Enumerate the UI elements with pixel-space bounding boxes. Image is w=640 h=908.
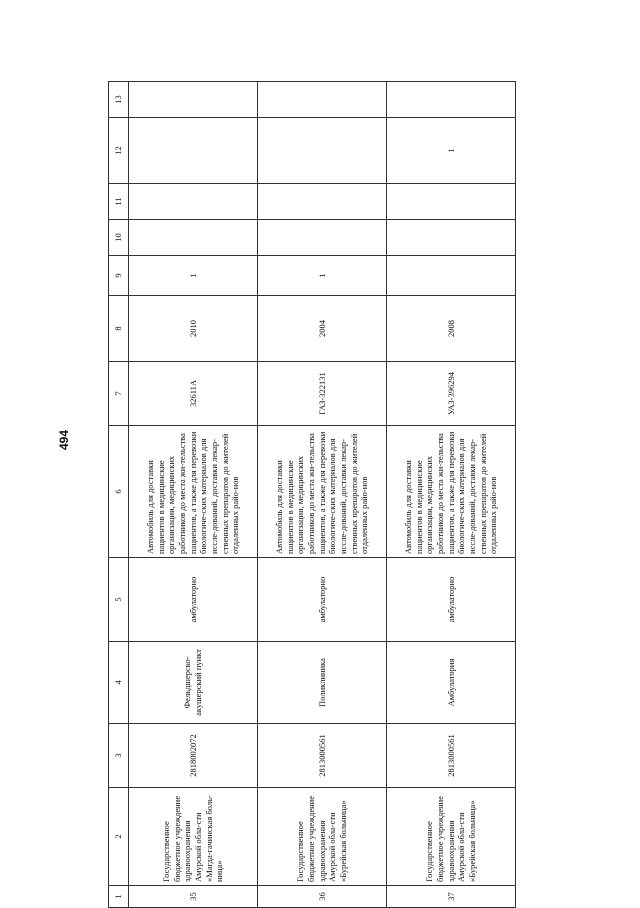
rotated-table-container xyxy=(108,82,615,908)
vehicle-model: ГАЗ-322131 xyxy=(258,362,387,426)
care-mode: амбулаторно xyxy=(258,558,387,642)
column-number: 6 xyxy=(109,426,129,558)
column-number: 7 xyxy=(109,362,129,426)
cell-col-10 xyxy=(129,220,258,256)
column-number: 11 xyxy=(109,184,129,220)
row-number: 37 xyxy=(387,886,516,908)
unit-type: Поликлиника xyxy=(258,642,387,724)
column-number: 5 xyxy=(109,558,129,642)
cell-col-13 xyxy=(258,82,387,118)
page-number: 494 xyxy=(57,429,71,451)
column-number: 13 xyxy=(109,82,129,118)
organization-name: Государственное бюджетное учреждение здравоохранения Амурской обла-сти «Бурейская больница» xyxy=(258,788,387,886)
cell-col-10 xyxy=(258,220,387,256)
cell-col-9: 1 xyxy=(129,256,258,296)
cell-col-10 xyxy=(387,220,516,256)
vehicle-table xyxy=(108,81,516,908)
column-number-row xyxy=(109,82,129,908)
vehicle-purpose: Автомобиль для доставки пациентов в медицинские организации, медицинских работников до места жи-тельства пациентов, а также для перевозки биологиче-ских материалов для иссле-дований, доставки лекар-ственных препаратов до жителей отдаленных райо-нов xyxy=(258,426,387,558)
cell-col-12: 1 xyxy=(387,118,516,184)
organization-name: Государственное бюджетное учреждение здравоохранения Амурской обла-сти «Бурейская больница» xyxy=(387,788,516,886)
column-number: 4 xyxy=(109,642,129,724)
vehicle-purpose: Автомобиль для доставки пациентов в медицинские организации, медицинских работников до места жи-тельства пациентов, а также для перевозки биологиче-ских материалов для иссле-дований, доставки лекар-ственных препаратов до жителей отдаленных райо-нов xyxy=(387,426,516,558)
organization-code: 2813000561 xyxy=(387,724,516,788)
column-number: 2 xyxy=(109,788,129,886)
column-number: 1 xyxy=(109,886,129,908)
row-number: 36 xyxy=(258,886,387,908)
cell-col-11 xyxy=(258,184,387,220)
column-number: 8 xyxy=(109,296,129,362)
table-row xyxy=(387,82,516,908)
column-number: 3 xyxy=(109,724,129,788)
organization-code: 2818002072 xyxy=(129,724,258,788)
cell-col-13 xyxy=(129,82,258,118)
table-row xyxy=(129,82,258,908)
care-mode: амбулаторно xyxy=(129,558,258,642)
table-row xyxy=(258,82,387,908)
organization-code: 2813000561 xyxy=(258,724,387,788)
vehicle-model: 32611А xyxy=(129,362,258,426)
cell-col-12 xyxy=(129,118,258,184)
unit-type: Амбулатория xyxy=(387,642,516,724)
cell-col-9 xyxy=(387,256,516,296)
column-number: 9 xyxy=(109,256,129,296)
column-number: 10 xyxy=(109,220,129,256)
cell-col-13 xyxy=(387,82,516,118)
cell-col-12 xyxy=(258,118,387,184)
vehicle-year: 2004 xyxy=(258,296,387,362)
cell-col-9: 1 xyxy=(258,256,387,296)
unit-type: Фельдшерско-акушерский пункт xyxy=(129,642,258,724)
vehicle-model: УАЗ-396294 xyxy=(387,362,516,426)
vehicle-year: 2010 xyxy=(129,296,258,362)
cell-col-11 xyxy=(129,184,258,220)
vehicle-year: 2008 xyxy=(387,296,516,362)
organization-name: Государственное бюджетное учреждение здравоохранения Амурской обла-сти «Магда-гачинская боль-ница» xyxy=(129,788,258,886)
row-number: 35 xyxy=(129,886,258,908)
vehicle-purpose: Автомобиль для доставки пациентов в медицинские организации, медицинских работников до места жи-тельства пациентов, а также для перевозки биологиче-ских материалов для иссле-дований, доставки лекар-ственных препаратов до жителей отдаленных райо-нов xyxy=(129,426,258,558)
care-mode: амбулаторно xyxy=(387,558,516,642)
column-number: 12 xyxy=(109,118,129,184)
cell-col-11 xyxy=(387,184,516,220)
